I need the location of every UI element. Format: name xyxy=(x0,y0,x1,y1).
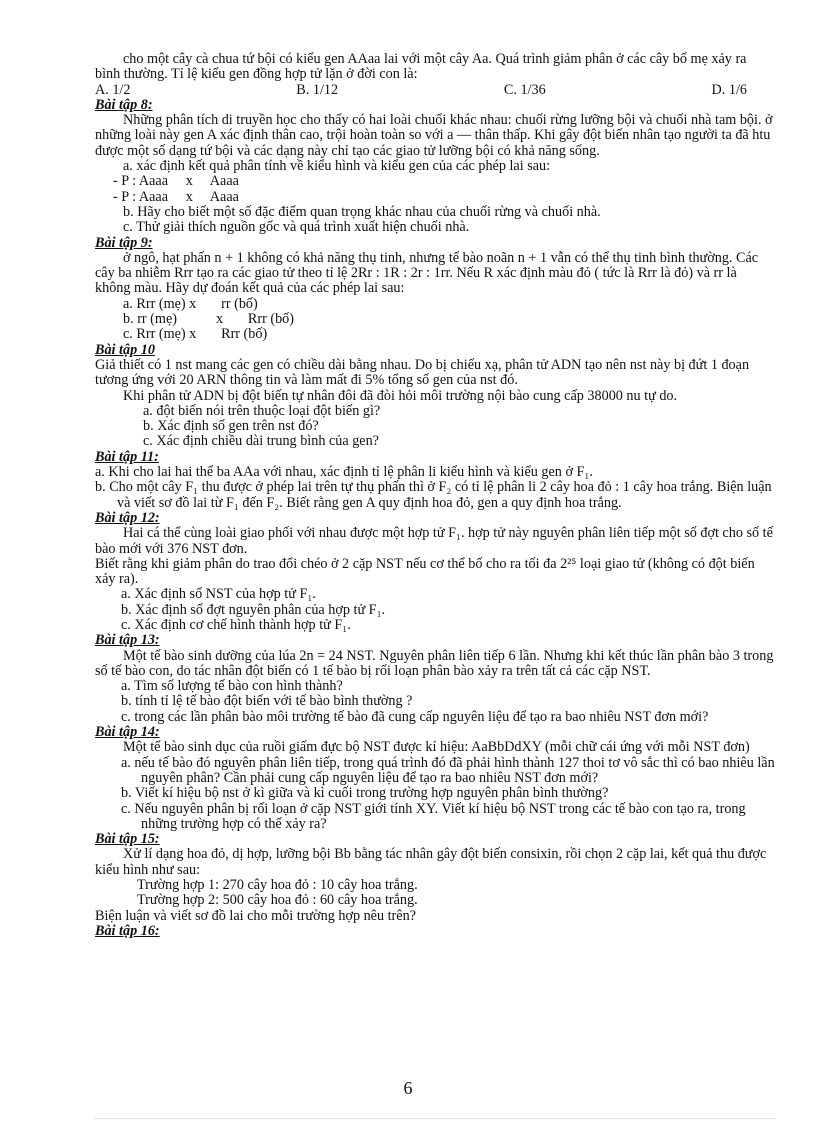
problem-15-text: Xử lí dạng hoa đỏ, dị hợp, lưỡng bội Bb bằng tác nhân gây đột biến consixin, rồi chọn 2 cặp lai, kết quả thu được kiểu hình như sau: xyxy=(95,846,767,878)
option-d: D. 1/6 xyxy=(711,81,747,98)
problem-9-part-b: b. rr (mẹ) x Rrr (bố) xyxy=(123,311,294,328)
problem-10-part-a: a. đột biến nói trên thuộc loại đột biến gì? xyxy=(143,402,381,419)
problem-10-part-b: b. Xác định số gen trên nst đó? xyxy=(143,418,319,435)
footer-divider xyxy=(95,1118,775,1119)
problem-14-part-b: b. Viết kí hiệu bộ nst ở kì giữa và kì cuối trong trường hợp nguyên phân bình thường? xyxy=(121,785,609,802)
option-c: C. 1/36 xyxy=(503,81,546,98)
option-b: B. 1/12 xyxy=(296,81,339,98)
problem-11-part-a: a. Khi cho lai hai thể ba AAa với nhau, xác định tỉ lệ phân li kiểu hình và kiểu gen ở F₁. xyxy=(95,464,593,481)
heading-bai-tap-11: Bài tập 11: xyxy=(95,448,159,465)
problem-8-cross-2: - P : Aaaa x Aaaa xyxy=(113,188,239,205)
problem-9-text: ở ngô, hạt phấn n + 1 không có khả năng thụ tinh, nhưng tế bào noãn n + 1 vẫn có thể thụ tinh bình thường. Các cây ba nhiễm Rrr tạo ra các giao tử theo tỉ lệ 2Rr : 1R : 2r : 1rr. Nếu R xác định màu đỏ ( tức là Rrr là đỏ) và rr là không màu. Hãy dự đoán kết quả của các phép lai sau: xyxy=(95,249,759,297)
heading-bai-tap-10: Bài tập 10 xyxy=(95,341,155,358)
heading-bai-tap-14: Bài tập 14: xyxy=(95,724,160,741)
problem-15-case-1: Trường hợp 1: 270 cây hoa đỏ : 10 cây hoa trắng. xyxy=(137,877,418,894)
problem-8-part-c: c. Thử giải thích nguồn gốc và quá trình xuất hiện chuối nhà. xyxy=(123,219,470,236)
answer-options xyxy=(95,83,775,98)
problem-10-part-c: c. Xác định chiều dài trung bình của gen? xyxy=(143,433,379,450)
heading-bai-tap-9: Bài tập 9: xyxy=(95,234,153,251)
option-a: A. 1/2 xyxy=(95,81,131,98)
problem-13-part-c: c. trong các lần phân bào môi trường tế bào đã cung cấp nguyên liệu để tạo ra bao nhiêu NST đơn mới? xyxy=(121,708,709,725)
problem-10-text: Giả thiết có 1 nst mang các gen có chiều dài bằng nhau. Do bị chiếu xạ, phân tử ADN tạo nên nst này bị đứt 1 đoạn tương ứng với 20 ARN thông tin và làm mất đi 5% tổng số gen của nst đó. xyxy=(95,356,750,389)
document-body xyxy=(95,52,775,939)
problem-14-text: Một tế bào sinh dục của ruồi giấm đực bộ NST được kí hiệu: AaBbDdXY (mỗi chữ cái ứng với mỗi NST đơn) xyxy=(123,739,750,756)
heading-bai-tap-12: Bài tập 12: xyxy=(95,509,160,526)
problem-14-part-a: a. nếu tế bào đó nguyên phân liên tiếp, trong quá trình đó đã phải hình thành 127 thoi tơ vô sắc thì có bao nhiêu lần nguyên phân? Cần phải cung cấp nguyên liệu để tạo ra bao nhiêu NST đơn mới? xyxy=(121,754,775,786)
problem-8-part-a: a. xác định kết quả phân tính về kiểu hình và kiểu gen của các phép lai sau: xyxy=(123,158,551,175)
page-number: 6 xyxy=(403,1078,413,1098)
problem-8-cross-1: - P : Aaaa x Aaaa xyxy=(113,173,239,190)
problem-12-text: Hai cá thể cùng loài giao phối với nhau được một hợp tử F₁. hợp tử này nguyên phân liên tiếp một số đợt cho số tế bào mới với 376 NST đơn. xyxy=(95,525,773,557)
heading-bai-tap-13: Bài tập 13: xyxy=(95,632,160,649)
heading-bai-tap-8: Bài tập 8: xyxy=(95,96,153,113)
problem-11-part-b: b. Cho một cây F₁ thu được ở phép lai trên tự thụ phấn thì ở F₂ có tỉ lệ phân li 2 cây hoa đỏ : 1 cây hoa trắng. Biện luận và viết sơ đồ lai từ F₁ đến F₂. Biết rằng gen A quy định hoa đỏ, gen a quy định hoa trắng. xyxy=(95,479,772,511)
problem-12-part-a: a. Xác định số NST của hợp tử F₁. xyxy=(121,586,316,603)
problem-8-text: Những phân tích di truyền học cho thấy có hai loài chuối khác nhau: chuối rừng lưỡng bội và chuối nhà tam bội. ở những loài này gen A xác định thân cao, trội hoàn toàn so với a — thân thấp. Khi gây đột biến nhân tạo người ta đã htu được một số dạng tứ bội và các dạng này chỉ tạo các giao tử lưỡng bội có khả năng sống. xyxy=(95,112,773,159)
problem-10-text-2: Khi phân tử ADN bị đột biến tự nhân đôi đã đòi hỏi môi trường nội bào cung cấp 38000 nu tự do. xyxy=(123,387,678,404)
problem-15-question: Biện luận và viết sơ đồ lai cho mỗi trường hợp nêu trên? xyxy=(95,907,416,924)
problem-13-text: Một tế bào sinh dưỡng của lúa 2n = 24 NST. Nguyên phân liên tiếp 6 lần. Nhưng khi kết thúc lần phân bào 3 trong số tế bào con, do tác nhân đột biến có 1 tế bào bị rối loạn phân bào xảy ra trên tất cả các cặp NST. xyxy=(95,647,774,679)
problem-12-text-2: Biết rằng khi giảm phân do trao đổi chéo ở 2 cặp NST nếu cơ thể bố cho ra tối đa 2²⁵ loại giao tử (không có đột biến xảy ra). xyxy=(95,555,755,588)
problem-12-part-b: b. Xác định số đợt nguyên phân của hợp tử F₁. xyxy=(121,601,386,618)
problem-7-text: cho một cây cà chua tứ bội có kiểu gen AAaa lai với một cây Aa. Quá trình giảm phân ở các cây bố mẹ xảy ra bình thường. Tỉ lệ kiểu gen đồng hợp tử lặn ở đời con là: xyxy=(95,51,747,83)
problem-9-part-c: c. Rrr (mẹ) x Rrr (bố) xyxy=(123,326,268,343)
problem-13-part-b: b. tính tỉ lệ tế bào đột biến với tế bào bình thường ? xyxy=(121,693,413,710)
problem-12-part-c: c. Xác định cơ chế hình thành hợp tử F₁. xyxy=(121,616,351,633)
heading-bai-tap-15: Bài tập 15: xyxy=(95,831,160,848)
heading-bai-tap-16: Bài tập 16: xyxy=(95,922,160,939)
problem-13-part-a: a. Tìm số lượng tế bào con hình thành? xyxy=(121,678,343,695)
problem-14-part-c: c. Nếu nguyên phân bị rối loạn ở cặp NST giới tính XY. Viết kí hiệu bộ NST trong các tế bào con tạo ra, trong những trường hợp có thể xảy ra? xyxy=(121,800,746,832)
problem-8-part-b: b. Hãy cho biết một số đặc điểm quan trọng khác nhau của chuối rừng và chuối nhà. xyxy=(123,203,601,220)
problem-15-case-2: Trường hợp 2: 500 cây hoa đỏ : 60 cây hoa trắng. xyxy=(137,892,418,909)
problem-9-part-a: a. Rrr (mẹ) x rr (bố) xyxy=(123,295,258,312)
